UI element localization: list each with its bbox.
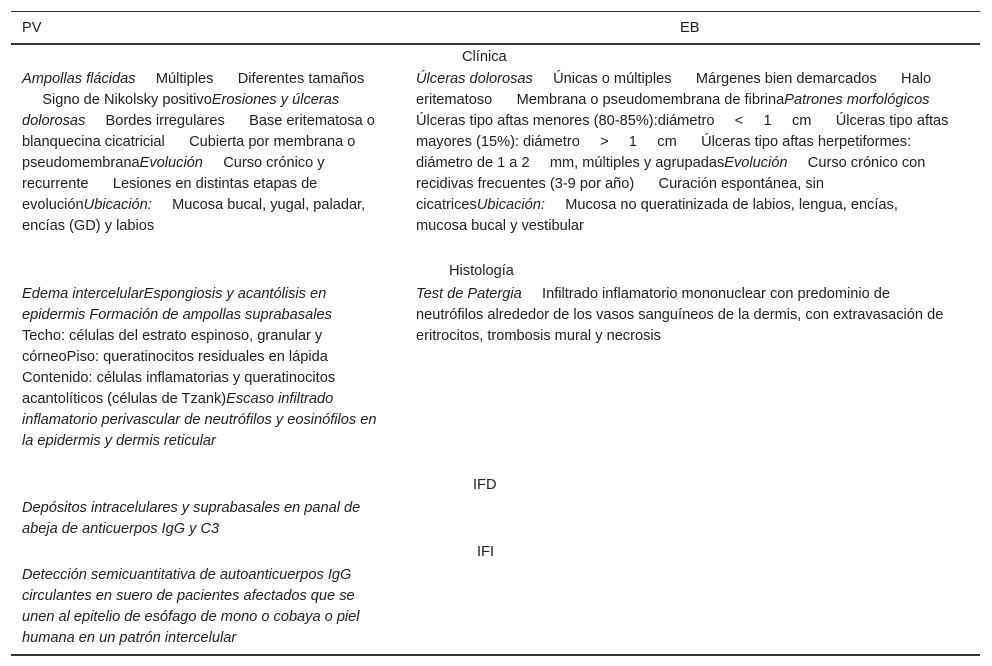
clinica-eb-cell: [416, 69, 950, 237]
italic-run: Test de Patergia: [416, 286, 522, 302]
italic-run: Detección semicuantitativa de autoanticuerpos IgG circulantes en suero de pacientes afectados que se unen al epitelio de esófago de mono o cobaya o piel humana en un patrón intercelular: [22, 567, 360, 646]
section-title-histologia: Histología: [449, 263, 514, 279]
histologia-eb-cell: [416, 284, 950, 347]
text-run: Techo: células del estrato espinoso, granular y córneo: [22, 307, 349, 365]
section-title-ifi: IFI: [477, 544, 495, 560]
header-eb: EB: [680, 20, 700, 36]
section-title-clinica: Clínica: [462, 49, 507, 65]
text-run: Múltiples Diferentes tamaños Signo de Nikolsky positivo: [22, 71, 365, 108]
italic-run: Erosiones y úlceras dolorosas: [22, 92, 340, 129]
text-run: Úlceras tipo aftas menores (80-85%):diámetro < 1 cm Úlceras tipo aftas mayores (15%): diámetro > 1 cm Úlceras tipo aftas herpetiformes: diámetro de 1 a 2 mm, múltiples y agrupadas: [416, 92, 949, 171]
text-run: Únicas o múltiples Márgenes bien demarcados Halo eritematoso Membrana o pseudomembrana de fibrina: [416, 71, 932, 108]
text-run: Curso crónico y recurrente Lesiones en distintas etapas de evolución: [22, 155, 325, 213]
italic-run: Patrones morfológicos: [784, 92, 930, 108]
histologia-pv-cell: [22, 284, 378, 452]
text-run: Infiltrado inflamatorio mononuclear con predominio de neutrófilos alrededor de los vasos sanguíneos de la dermis, con extravasación de eritrocitos, trombosis mural y necrosis: [416, 286, 944, 344]
text-run: Mucosa no queratinizada de labios, lengua, encías, mucosa bucal y vestibular: [416, 197, 898, 234]
italic-run: Úlceras dolorosas: [416, 71, 533, 87]
italic-run: Evolución: [139, 155, 203, 171]
clinica-pv-cell: [22, 69, 378, 237]
text-run: Bordes irregulares Base eritematosa o blanquecina cicatricial Cubierta por membrana o pseudomembrana: [22, 113, 375, 171]
text-run: Mucosa bucal, yugal, paladar, encías (GD) y labios: [22, 197, 366, 234]
italic-run: Depósitos intracelulares y suprabasales en panal de abeja de anticuerpos IgG y C3: [22, 500, 361, 537]
italic-run: Ampollas flácidas: [22, 71, 136, 87]
italic-run: Escaso infiltrado inflamatorio perivascular de neutrófilos y eosinófilos en la epidermis y dermis reticular: [22, 391, 377, 449]
italic-run: Ubicación:: [476, 197, 545, 213]
header-pv: PV: [22, 20, 42, 36]
italic-run: Evolución: [724, 155, 788, 171]
italic-run: Espongiosis y acantólisis en epidermis Formación de ampollas suprabasales: [22, 286, 332, 323]
ifi-pv-cell: [22, 565, 378, 649]
italic-run: Ubicación:: [83, 197, 152, 213]
table-top-rule: [11, 11, 980, 12]
text-run: Curso crónico con recidivas frecuentes (3-9 por año) Curación espontánea, sin cicatrices: [416, 155, 926, 213]
ifd-pv-cell: [22, 498, 378, 540]
section-title-ifd: IFD: [473, 477, 497, 493]
header-rule: [11, 43, 980, 45]
table-bottom-rule: [11, 654, 980, 656]
italic-run: Edema intercelular: [22, 286, 144, 302]
text-run: Piso: queratinocitos residuales en lápida Contenido: células inflamatorias y queratinocitos acantolíticos (células de Tzank): [22, 349, 349, 407]
